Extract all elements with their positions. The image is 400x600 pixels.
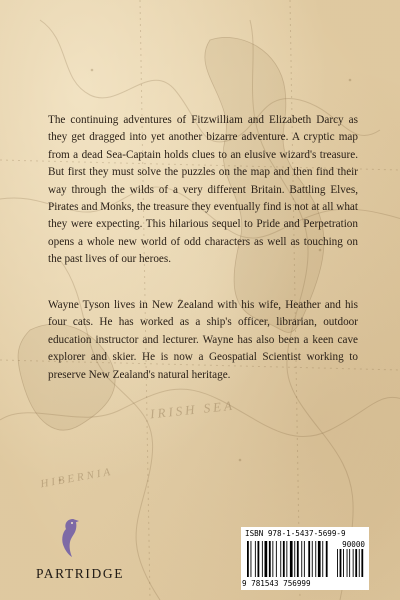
barcode-bar — [290, 541, 293, 577]
map-label-irish-sea: IRISH SEA — [149, 397, 236, 422]
barcode-bar — [258, 541, 260, 577]
barcode-bar — [286, 541, 287, 577]
barcode-bar — [308, 541, 310, 577]
price-code: 90000 — [342, 540, 365, 549]
barcode-bar — [262, 541, 263, 577]
barcode-addon-bar — [361, 549, 363, 577]
ean-digits: 9 781543 756999 — [242, 579, 311, 588]
barcode-bar — [322, 541, 323, 577]
book-blurb: The continuing adventures of Fitzwilliam and Elizabeth Darcy as they get dragged into yet another bizarre adventure. A cryptic map from a dead Sea-Captain holds clues to an elusive wizard's treasure. But first they must solve the puzzles on the map and then find their way through the wilds of a very different Britain. Battling Elves, Pirates and Monks, the treasure they eventually find is not at all what they were expecting. This hilarious sequel to Pride and Perpetration opens a whole new world of odd characters as well as touching on the past lives of our heroes. — [48, 114, 358, 266]
barcode-bar — [272, 541, 273, 577]
barcode-bar — [312, 541, 313, 577]
barcode-addon-bar — [343, 549, 344, 577]
barcode-addon-bar — [355, 549, 357, 577]
publisher-logo-block — [25, 516, 135, 586]
barcode-bar — [255, 541, 256, 577]
barcode-bar — [304, 541, 305, 577]
publisher-name: PARTRIDGE — [35, 566, 125, 581]
author-bio: Wayne Tyson lives in New Zealand with his wife, Heather and his four cats. He has worked as a ship's officer, librarian, outdoor education instructor and lecturer. Wayne has also been a keen cave explorer and skier. He is now a Geospatial Scientist working to preserve New Zealand's natural heritage. — [48, 299, 358, 381]
isbn-barcode — [241, 527, 369, 590]
barcode-bar — [315, 541, 316, 577]
barcode-bar — [280, 541, 281, 577]
barcode-bar — [269, 541, 271, 577]
barcode-addon-bar — [353, 549, 354, 577]
barcode-bar — [318, 541, 321, 577]
barcode-bar — [326, 541, 328, 577]
barcode-bar — [283, 541, 285, 577]
barcode-bar — [297, 541, 299, 577]
map-label-hibernia: HIBERNIA — [39, 465, 114, 491]
partridge-bird-icon — [57, 516, 83, 558]
barcode-addon-bar — [347, 549, 348, 577]
barcode-addon-bar — [359, 549, 360, 577]
barcode-addon-bar — [337, 549, 338, 577]
barcode-addon-bar — [340, 549, 342, 577]
barcode-bar — [251, 541, 252, 577]
barcode-bar — [301, 541, 302, 577]
isbn-label: ISBN 978-1-5437-5699-9 — [245, 529, 346, 538]
barcode-bar — [265, 541, 268, 577]
barcode-bar — [294, 541, 295, 577]
barcode-addon-bar — [349, 549, 350, 577]
barcode-bar — [276, 541, 277, 577]
barcode-bar — [247, 541, 249, 577]
